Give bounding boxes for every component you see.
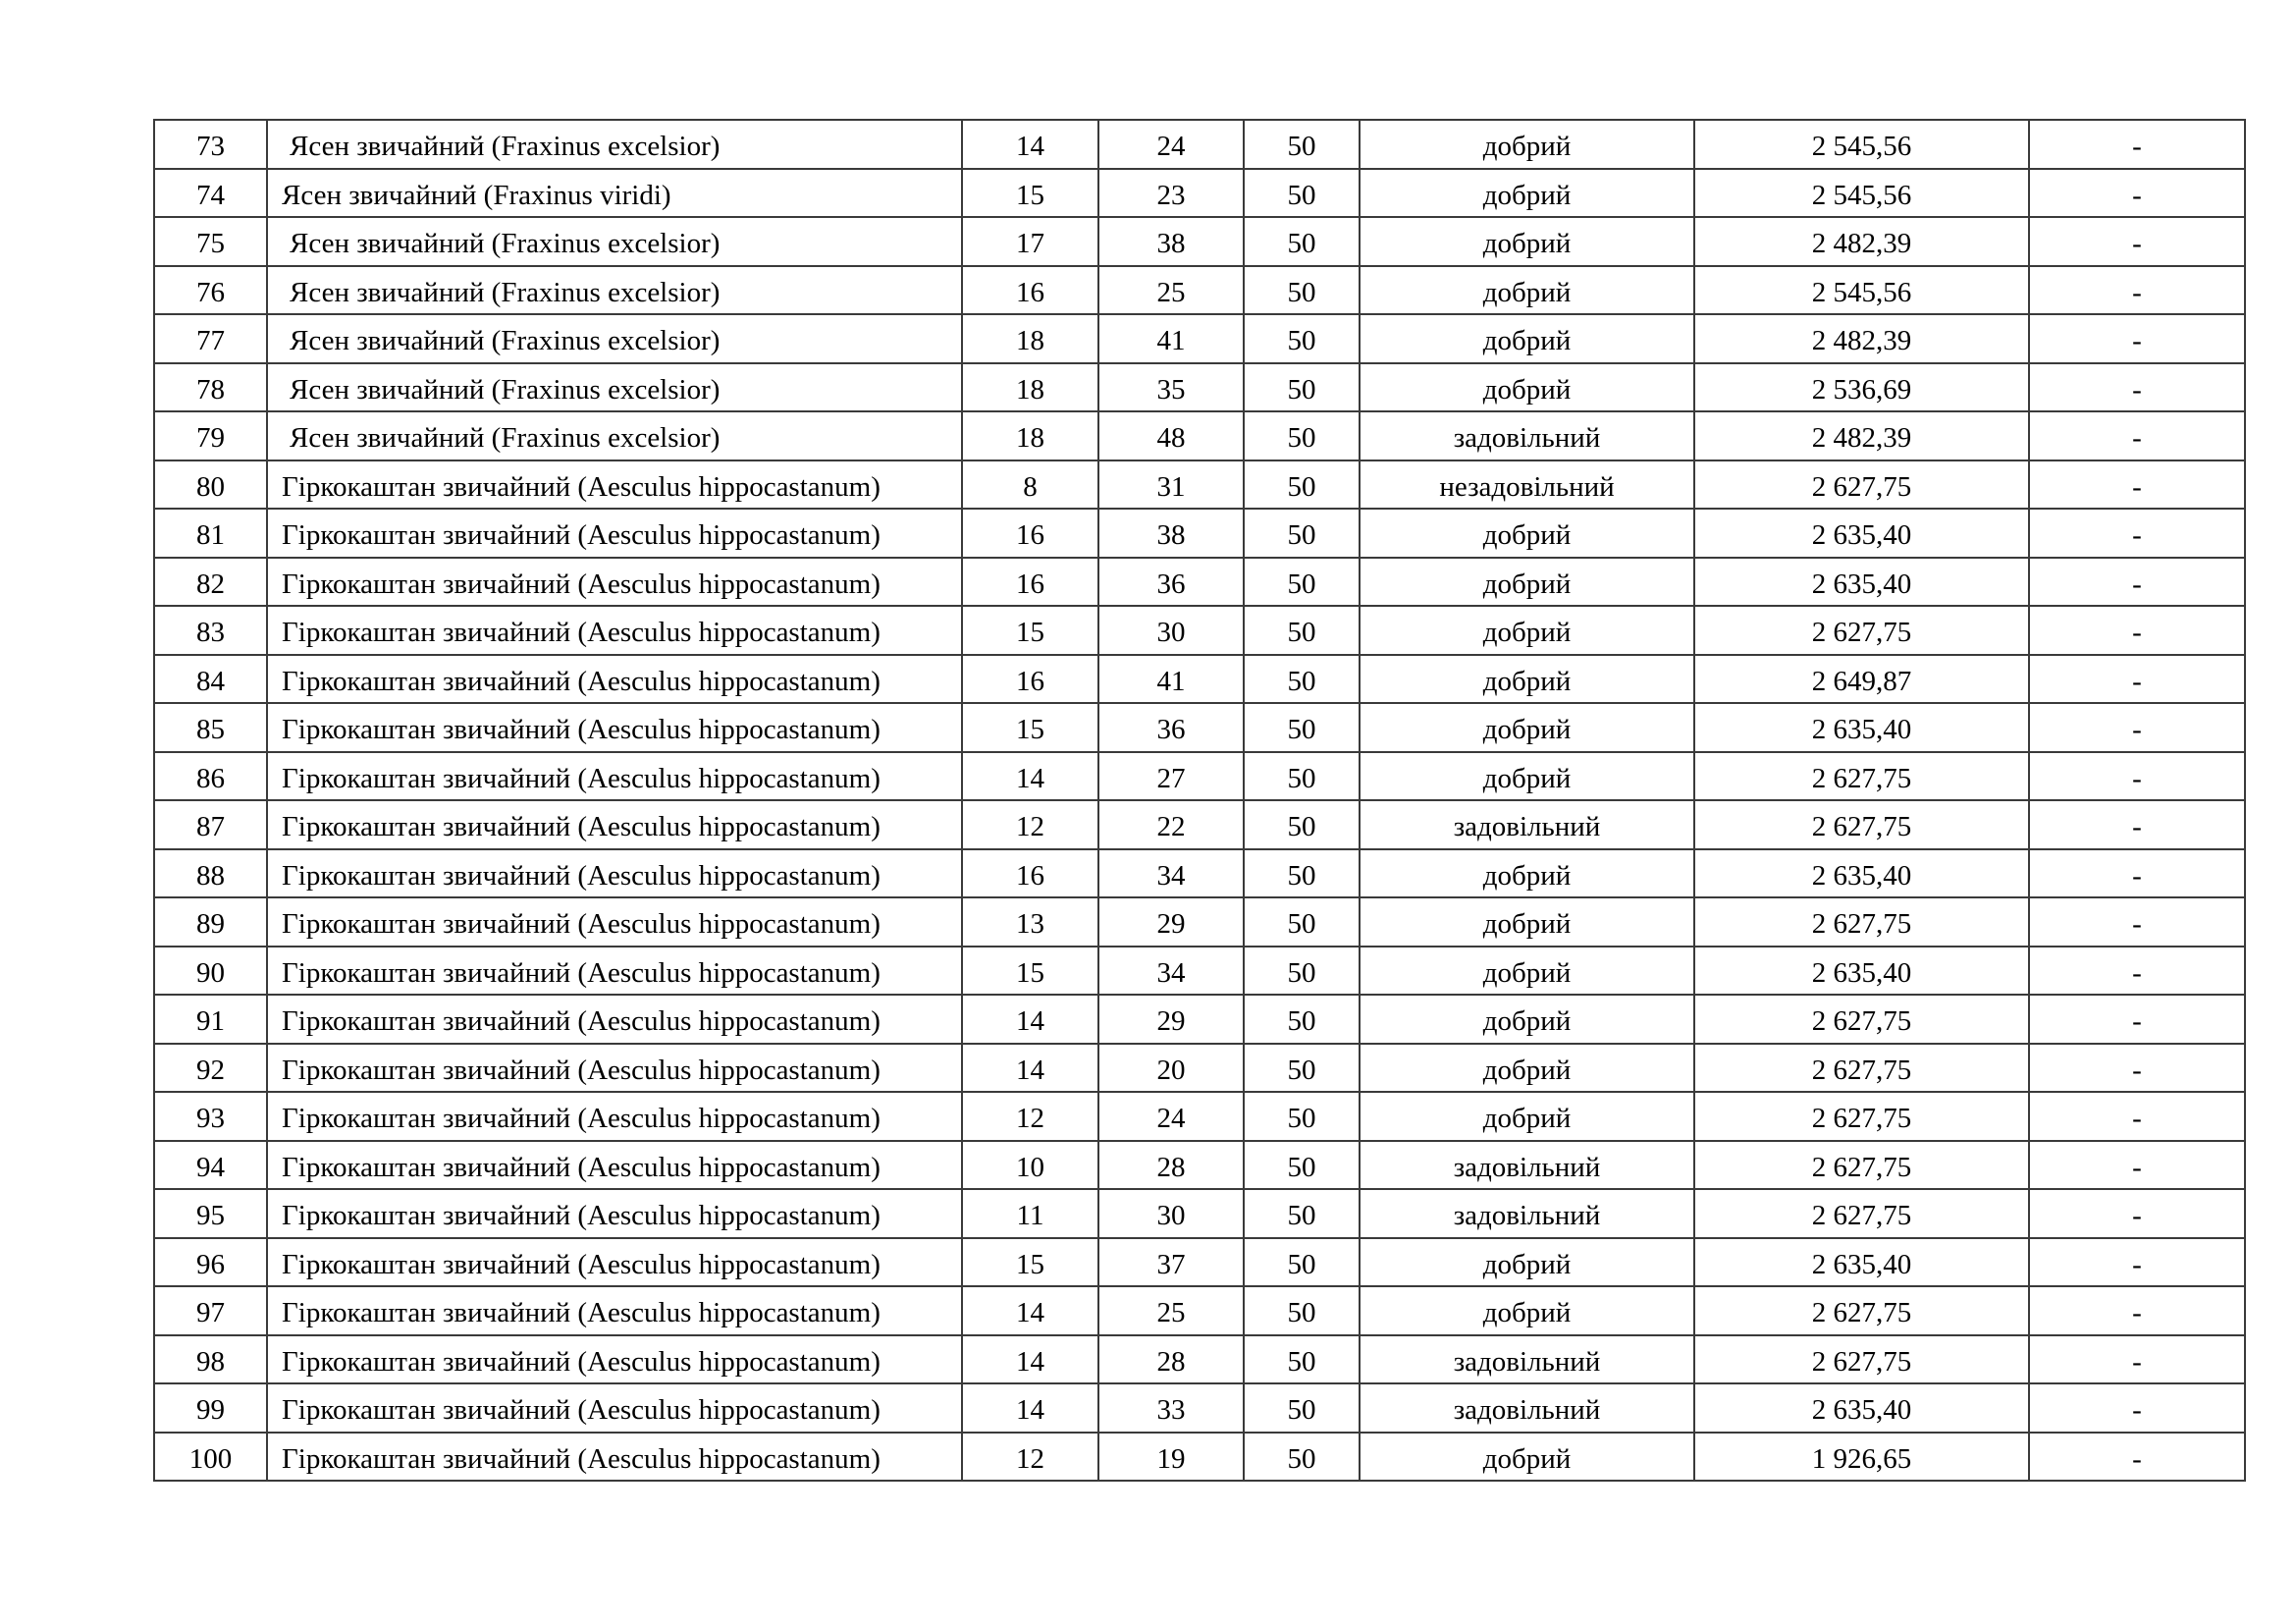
note-cell: - [2029,1092,2245,1141]
table-row [154,1335,2245,1384]
row-number-cell: 76 [154,266,267,315]
table-row [154,460,2245,510]
row-number-cell: 79 [154,411,267,460]
condition-cell: добрий [1360,169,1694,218]
condition-cell: добрий [1360,752,1694,801]
condition-cell: добрий [1360,606,1694,655]
cost-cell: 2 545,56 [1694,169,2029,218]
tree-name-cell: Гіркокаштан звичайний (Aesculus hippocastanum) [267,606,962,655]
row-number-cell: 93 [154,1092,267,1141]
value-1-cell: 14 [962,120,1098,169]
condition-cell: добрий [1360,314,1694,363]
condition-cell: добрий [1360,217,1694,266]
value-3-cell: 50 [1244,897,1360,947]
value-1-cell: 16 [962,266,1098,315]
cost-cell: 2 649,87 [1694,655,2029,704]
table-row [154,897,2245,947]
value-2-cell: 38 [1098,509,1244,558]
row-number-cell: 78 [154,363,267,412]
table-row [154,655,2245,704]
tree-name-cell: Гіркокаштан звичайний (Aesculus hippocastanum) [267,995,962,1044]
note-cell: - [2029,849,2245,898]
row-number-cell: 89 [154,897,267,947]
table-row [154,1044,2245,1093]
condition-cell: добрий [1360,1433,1694,1482]
note-cell: - [2029,947,2245,996]
value-2-cell: 34 [1098,947,1244,996]
row-number-cell: 85 [154,703,267,752]
table-row [154,1189,2245,1238]
table-row [154,606,2245,655]
condition-cell: добрий [1360,703,1694,752]
table-row [154,558,2245,607]
note-cell: - [2029,606,2245,655]
value-1-cell: 18 [962,314,1098,363]
condition-cell: добрий [1360,120,1694,169]
note-cell: - [2029,266,2245,315]
value-2-cell: 41 [1098,655,1244,704]
row-number-cell: 91 [154,995,267,1044]
tree-name-cell: Ясен звичайний (Fraxinus excelsior) [267,411,962,460]
note-cell: - [2029,1286,2245,1335]
value-1-cell: 15 [962,169,1098,218]
condition-cell: добрий [1360,1286,1694,1335]
table-row [154,947,2245,996]
condition-cell: добрий [1360,1238,1694,1287]
value-1-cell: 18 [962,363,1098,412]
row-number-cell: 86 [154,752,267,801]
row-number-cell: 95 [154,1189,267,1238]
condition-cell: задовільний [1360,411,1694,460]
value-3-cell: 50 [1244,947,1360,996]
row-number-cell: 87 [154,800,267,849]
table-row [154,217,2245,266]
condition-cell: задовільний [1360,1141,1694,1190]
table-row [154,169,2245,218]
row-number-cell: 82 [154,558,267,607]
note-cell: - [2029,995,2245,1044]
cost-cell: 2 627,75 [1694,1092,2029,1141]
value-2-cell: 37 [1098,1238,1244,1287]
table-row [154,509,2245,558]
tree-name-cell: Гіркокаштан звичайний (Aesculus hippocastanum) [267,1238,962,1287]
value-2-cell: 38 [1098,217,1244,266]
condition-cell: незадовільний [1360,460,1694,510]
value-3-cell: 50 [1244,995,1360,1044]
note-cell: - [2029,897,2245,947]
note-cell: - [2029,800,2245,849]
value-1-cell: 14 [962,1383,1098,1433]
value-3-cell: 50 [1244,314,1360,363]
value-3-cell: 50 [1244,411,1360,460]
condition-cell: задовільний [1360,1189,1694,1238]
value-2-cell: 24 [1098,120,1244,169]
note-cell: - [2029,314,2245,363]
tree-name-cell: Гіркокаштан звичайний (Aesculus hippocastanum) [267,1092,962,1141]
table-row [154,314,2245,363]
value-3-cell: 50 [1244,1433,1360,1482]
tree-name-cell: Гіркокаштан звичайний (Aesculus hippocastanum) [267,655,962,704]
tree-name-cell: Гіркокаштан звичайний (Aesculus hippocastanum) [267,558,962,607]
tree-name-cell: Гіркокаштан звичайний (Aesculus hippocastanum) [267,1141,962,1190]
cost-cell: 2 635,40 [1694,947,2029,996]
value-3-cell: 50 [1244,1141,1360,1190]
row-number-cell: 96 [154,1238,267,1287]
value-3-cell: 50 [1244,363,1360,412]
note-cell: - [2029,509,2245,558]
row-number-cell: 83 [154,606,267,655]
condition-cell: добрий [1360,363,1694,412]
value-1-cell: 12 [962,800,1098,849]
cost-cell: 2 627,75 [1694,995,2029,1044]
note-cell: - [2029,169,2245,218]
row-number-cell: 94 [154,1141,267,1190]
condition-cell: добрий [1360,947,1694,996]
table-row [154,120,2245,169]
condition-cell: добрий [1360,897,1694,947]
note-cell: - [2029,1189,2245,1238]
value-3-cell: 50 [1244,655,1360,704]
value-2-cell: 48 [1098,411,1244,460]
condition-cell: добрий [1360,1092,1694,1141]
cost-cell: 2 627,75 [1694,606,2029,655]
value-1-cell: 14 [962,752,1098,801]
condition-cell: добрий [1360,558,1694,607]
cost-cell: 2 536,69 [1694,363,2029,412]
condition-cell: добрий [1360,1044,1694,1093]
value-3-cell: 50 [1244,703,1360,752]
value-2-cell: 27 [1098,752,1244,801]
row-number-cell: 97 [154,1286,267,1335]
cost-cell: 2 635,40 [1694,703,2029,752]
row-number-cell: 99 [154,1383,267,1433]
cost-cell: 2 635,40 [1694,1383,2029,1433]
cost-cell: 2 482,39 [1694,411,2029,460]
tree-name-cell: Ясен звичайний (Fraxinus viridi) [267,169,962,218]
tree-name-cell: Гіркокаштан звичайний (Aesculus hippocastanum) [267,1335,962,1384]
value-3-cell: 50 [1244,169,1360,218]
value-3-cell: 50 [1244,1383,1360,1433]
row-number-cell: 81 [154,509,267,558]
tree-name-cell: Гіркокаштан звичайний (Aesculus hippocastanum) [267,947,962,996]
tree-name-cell: Гіркокаштан звичайний (Aesculus hippocastanum) [267,1044,962,1093]
value-3-cell: 50 [1244,460,1360,510]
table-row [154,752,2245,801]
value-2-cell: 24 [1098,1092,1244,1141]
note-cell: - [2029,752,2245,801]
cost-cell: 2 545,56 [1694,266,2029,315]
value-1-cell: 16 [962,558,1098,607]
table-row [154,266,2245,315]
cost-cell: 2 482,39 [1694,217,2029,266]
cost-cell: 2 627,75 [1694,460,2029,510]
cost-cell: 2 627,75 [1694,800,2029,849]
row-number-cell: 75 [154,217,267,266]
cost-cell: 2 635,40 [1694,558,2029,607]
cost-cell: 2 627,75 [1694,1044,2029,1093]
value-1-cell: 15 [962,703,1098,752]
row-number-cell: 90 [154,947,267,996]
tree-name-cell: Ясен звичайний (Fraxinus excelsior) [267,120,962,169]
tree-name-cell: Гіркокаштан звичайний (Aesculus hippocastanum) [267,849,962,898]
value-2-cell: 30 [1098,1189,1244,1238]
note-cell: - [2029,1238,2245,1287]
value-2-cell: 28 [1098,1335,1244,1384]
value-2-cell: 35 [1098,363,1244,412]
value-2-cell: 28 [1098,1141,1244,1190]
tree-name-cell: Гіркокаштан звичайний (Aesculus hippocastanum) [267,1383,962,1433]
table-row [154,800,2245,849]
note-cell: - [2029,1433,2245,1482]
cost-cell: 2 627,75 [1694,1189,2029,1238]
value-3-cell: 50 [1244,558,1360,607]
value-1-cell: 16 [962,849,1098,898]
tree-inventory-table [153,119,2246,1482]
note-cell: - [2029,558,2245,607]
cost-cell: 2 635,40 [1694,1238,2029,1287]
condition-cell: добрий [1360,655,1694,704]
cost-cell: 2 635,40 [1694,509,2029,558]
value-1-cell: 13 [962,897,1098,947]
condition-cell: добрий [1360,266,1694,315]
value-2-cell: 41 [1098,314,1244,363]
note-cell: - [2029,217,2245,266]
value-2-cell: 34 [1098,849,1244,898]
condition-cell: задовільний [1360,1383,1694,1433]
value-1-cell: 14 [962,1335,1098,1384]
row-number-cell: 88 [154,849,267,898]
value-3-cell: 50 [1244,217,1360,266]
cost-cell: 2 482,39 [1694,314,2029,363]
row-number-cell: 73 [154,120,267,169]
cost-cell: 2 627,75 [1694,1335,2029,1384]
tree-name-cell: Ясен звичайний (Fraxinus excelsior) [267,266,962,315]
note-cell: - [2029,411,2245,460]
condition-cell: добрий [1360,509,1694,558]
cost-cell: 2 627,75 [1694,1141,2029,1190]
value-1-cell: 12 [962,1092,1098,1141]
note-cell: - [2029,655,2245,704]
value-3-cell: 50 [1244,266,1360,315]
note-cell: - [2029,363,2245,412]
value-1-cell: 15 [962,1238,1098,1287]
tree-name-cell: Гіркокаштан звичайний (Aesculus hippocastanum) [267,1286,962,1335]
row-number-cell: 77 [154,314,267,363]
value-1-cell: 12 [962,1433,1098,1482]
value-2-cell: 29 [1098,897,1244,947]
note-cell: - [2029,1335,2245,1384]
value-2-cell: 31 [1098,460,1244,510]
value-2-cell: 25 [1098,1286,1244,1335]
value-2-cell: 33 [1098,1383,1244,1433]
cost-cell: 1 926,65 [1694,1433,2029,1482]
value-1-cell: 15 [962,947,1098,996]
table-row [154,1092,2245,1141]
value-1-cell: 15 [962,606,1098,655]
row-number-cell: 98 [154,1335,267,1384]
value-1-cell: 10 [962,1141,1098,1190]
note-cell: - [2029,703,2245,752]
cost-cell: 2 627,75 [1694,1286,2029,1335]
table-body [154,120,2245,1481]
tree-name-cell: Ясен звичайний (Fraxinus excelsior) [267,363,962,412]
value-2-cell: 30 [1098,606,1244,655]
note-cell: - [2029,1383,2245,1433]
value-2-cell: 23 [1098,169,1244,218]
table-row [154,703,2245,752]
value-3-cell: 50 [1244,509,1360,558]
value-3-cell: 50 [1244,606,1360,655]
cost-cell: 2 627,75 [1694,752,2029,801]
tree-name-cell: Гіркокаштан звичайний (Aesculus hippocastanum) [267,460,962,510]
tree-name-cell: Гіркокаштан звичайний (Aesculus hippocastanum) [267,1189,962,1238]
tree-name-cell: Гіркокаштан звичайний (Aesculus hippocastanum) [267,752,962,801]
tree-name-cell: Ясен звичайний (Fraxinus excelsior) [267,217,962,266]
condition-cell: задовільний [1360,800,1694,849]
value-1-cell: 16 [962,509,1098,558]
value-1-cell: 14 [962,1286,1098,1335]
table-row [154,363,2245,412]
row-number-cell: 84 [154,655,267,704]
note-cell: - [2029,460,2245,510]
table-row [154,849,2245,898]
value-2-cell: 20 [1098,1044,1244,1093]
row-number-cell: 80 [154,460,267,510]
value-2-cell: 36 [1098,703,1244,752]
table-row [154,411,2245,460]
table-row [154,1286,2245,1335]
value-3-cell: 50 [1244,1092,1360,1141]
value-3-cell: 50 [1244,1286,1360,1335]
value-3-cell: 50 [1244,1335,1360,1384]
tree-name-cell: Гіркокаштан звичайний (Aesculus hippocastanum) [267,509,962,558]
tree-name-cell: Гіркокаштан звичайний (Aesculus hippocastanum) [267,800,962,849]
tree-name-cell: Гіркокаштан звичайний (Aesculus hippocastanum) [267,897,962,947]
value-2-cell: 19 [1098,1433,1244,1482]
condition-cell: добрий [1360,849,1694,898]
value-1-cell: 18 [962,411,1098,460]
row-number-cell: 74 [154,169,267,218]
table-row [154,1141,2245,1190]
value-1-cell: 8 [962,460,1098,510]
cost-cell: 2 545,56 [1694,120,2029,169]
value-3-cell: 50 [1244,1044,1360,1093]
value-3-cell: 50 [1244,849,1360,898]
row-number-cell: 92 [154,1044,267,1093]
condition-cell: добрий [1360,995,1694,1044]
table-row [154,995,2245,1044]
table-row [154,1433,2245,1482]
value-3-cell: 50 [1244,120,1360,169]
note-cell: - [2029,1141,2245,1190]
tree-name-cell: Ясен звичайний (Fraxinus excelsior) [267,314,962,363]
value-2-cell: 22 [1098,800,1244,849]
value-3-cell: 50 [1244,1238,1360,1287]
value-1-cell: 14 [962,995,1098,1044]
value-2-cell: 25 [1098,266,1244,315]
cost-cell: 2 635,40 [1694,849,2029,898]
note-cell: - [2029,1044,2245,1093]
table-row [154,1238,2245,1287]
table-row [154,1383,2245,1433]
value-1-cell: 11 [962,1189,1098,1238]
condition-cell: задовільний [1360,1335,1694,1384]
cost-cell: 2 627,75 [1694,897,2029,947]
value-1-cell: 17 [962,217,1098,266]
note-cell: - [2029,120,2245,169]
value-2-cell: 36 [1098,558,1244,607]
tree-name-cell: Гіркокаштан звичайний (Aesculus hippocastanum) [267,1433,962,1482]
value-3-cell: 50 [1244,1189,1360,1238]
value-2-cell: 29 [1098,995,1244,1044]
tree-name-cell: Гіркокаштан звичайний (Aesculus hippocastanum) [267,703,962,752]
value-3-cell: 50 [1244,752,1360,801]
value-1-cell: 14 [962,1044,1098,1093]
value-3-cell: 50 [1244,800,1360,849]
row-number-cell: 100 [154,1433,267,1482]
value-1-cell: 16 [962,655,1098,704]
